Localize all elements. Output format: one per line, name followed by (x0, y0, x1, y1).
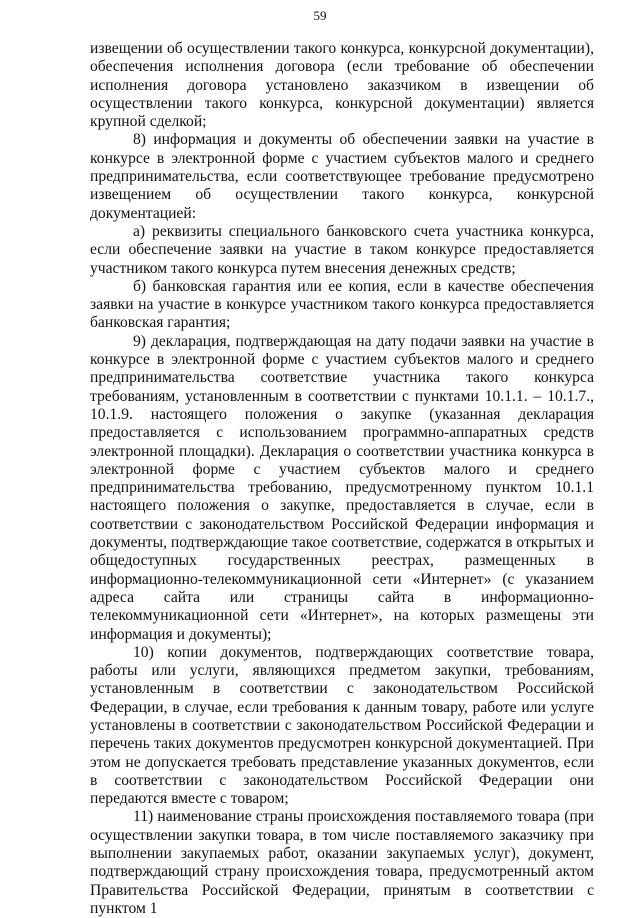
paragraph-continuation: извещении об осуществлении такого конкурса, конкурсной документации), обеспечения исполнения договора (если требование об обеспечении исполнения договора установлено заказчиком в извещении об осуществлении такого конкурса, конкурсной документации) является крупной сделкой; (90, 40, 594, 131)
paragraph-item-11: 11) наименование страны происхождения поставляемого товара (при осуществлении закупки товара, в том числе поставляемого заказчику при выполнении закупаемых работ, оказании закупаемых услуг), документ, подтверждающий страну происхождения товара, предусмотренный актом Правительства Российской Федерации, принятым в соответствии с пунктом 1 (90, 808, 594, 917)
page-number: 59 (313, 8, 327, 23)
paragraph-item-8a: а) реквизиты специального банковского счета участника конкурса, если обеспечение заявки на участие в таком конкурсе предоставляется участником такого конкурса путем внесения денежных средств; (90, 222, 594, 277)
paragraph-item-10: 10) копии документов, подтверждающих соответствие товара, работы или услуги, являющихся предметом закупки, требованиям, установленным в соответствии с законодательством Российской Федерации, в случае, если требования к данным товару, работе или услуге установлены в соответствии с законодательством Российской Федерации и перечень таких документов предусмотрен конкурсной документацией. При этом не допускается требовать представление указанных документов, если в соответствии с законодательством Российской Федерации они передаются вместе с товаром; (90, 643, 594, 808)
paragraph-item-9: 9) декларация, подтверждающая на дату подачи заявки на участие в конкурсе в электронной форме с участием субъектов малого и среднего предпринимательства соответствие участника такого конкурса требованиям, установленным в соответствии с пунктами 10.1.1. – 10.1.7., 10.1.9. настоящего положения о закупке (указанная декларация предоставляется с использованием программно-аппаратных средств электронной площадки). Декларация о соответствии участника конкурса в электронной форме с участием субъектов малого и среднего предпринимательства требованию, предусмотренному пунктом 10.1.1 настоящего положения о закупке, предоставляется в случае, если в соответствии с законодательством Российской Федерации информация и документы, подтверждающие такое соответствие, содержатся в открытых и общедоступных государственных реестрах, размещенных в информационно-телекоммуникационной сети «Интернет» (с указанием адреса сайта или страницы сайта в информационно-телекоммуникационной сети «Интернет», на которых размещены эти информация и документы); (90, 332, 594, 643)
document-body (90, 40, 594, 918)
paragraph-item-8b: б) банковская гарантия или ее копия, если в качестве обеспечения заявки на участие в конкурсе участником такого конкурса предоставляется банковская гарантия; (90, 277, 594, 332)
paragraph-item-8: 8) информация и документы об обеспечении заявки на участие в конкурсе в электронной форме с участием субъектов малого и среднего предпринимательства, если соответствующее требование предусмотрено извещением об осуществлении такого конкурса, конкурсной документацией: (90, 131, 594, 222)
